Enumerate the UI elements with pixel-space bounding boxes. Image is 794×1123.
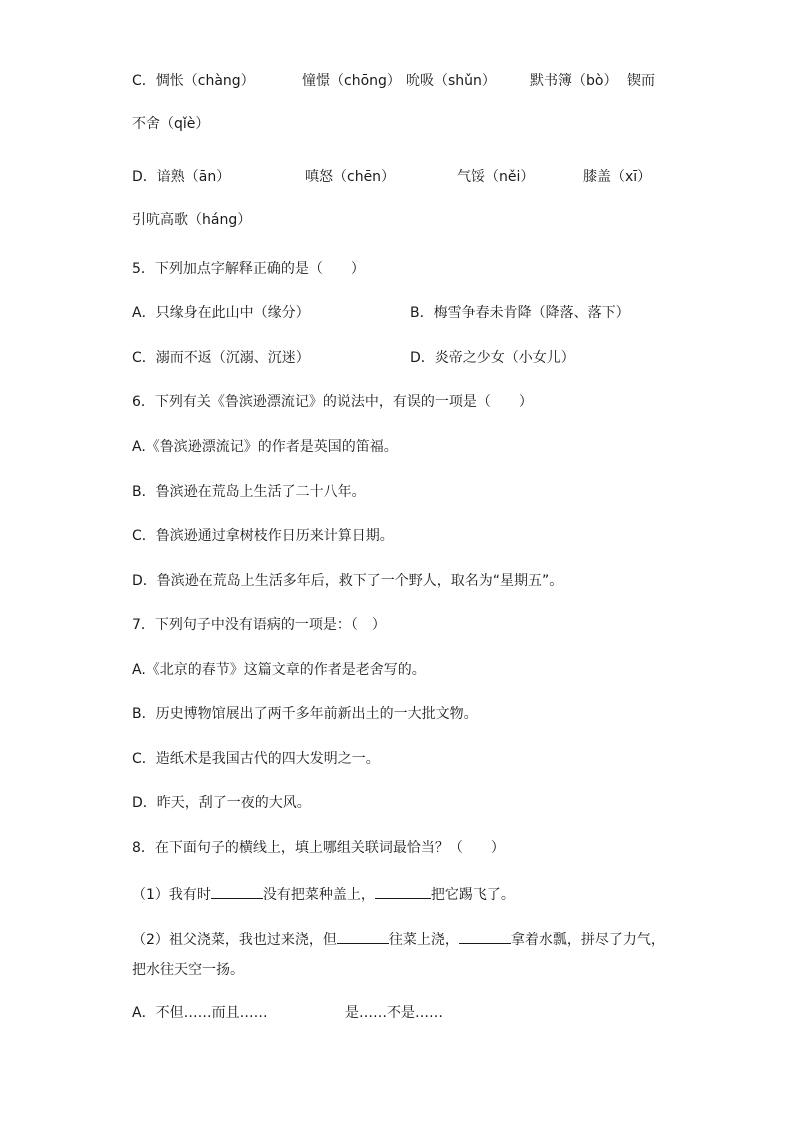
q6-option-d: D．鲁滨逊在荒岛上生活多年后，救下了一个野人，取名为“星期五”。 [132,573,564,589]
q4-option-c-word1: C．惆怅（chàng） [132,73,255,89]
q8-sentence-1 [132,884,515,904]
q8-s2-part1: （2）祖父浇菜，我也过来浇，但 [132,932,337,948]
q8-s2-part4: 把水往天空一扬。 [132,962,244,978]
q4-option-c-word5b: 不舍（qǐè） [132,116,210,132]
q5-option-d: D．炎帝之少女（小女儿） [410,350,575,366]
q7-option-b: B．历史博物馆展出了两千多年前新出土的一大批文物。 [132,706,478,722]
q4-option-d-word2: 嗔怒（chēn） [305,169,396,185]
q8-s2-part3: 拿着水瓢，拼尽了力气， [510,932,665,948]
q7-option-a: A.《北京的春节》这篇文章的作者是老舍写的。 [132,662,426,678]
q7-option-d: D．昨天，刮了一夜的大风。 [132,795,311,811]
q4-option-d-word4: 膝盖（xī） [583,169,652,185]
q4-option-c-word5a: 锲而 [627,73,655,89]
q7-stem: 7．下列句子中没有语病的一项是：（ ） [132,617,386,633]
fill-blank[interactable] [211,884,263,899]
q8-s1-part3: 把它踢飞了。 [430,887,515,903]
q6-stem: 6．下列有关《鲁滨逊漂流记》的说法中，有误的一项是（ ） [132,394,533,410]
q8-sentence-2 [132,929,665,949]
q4-option-c-word2: 憧憬（chōng） [302,73,401,89]
q6-option-a: A.《鲁滨逊漂流记》的作者是英国的笛福。 [132,439,398,455]
q4-option-c-word3: 吮吸（shǔn） [406,73,496,89]
fill-blank[interactable] [375,884,431,899]
q7-option-c: C．造纸术是我国古代的四大发明之一。 [132,751,380,767]
q5-option-a: A．只缘身在此山中（缘分） [132,305,310,321]
q4-option-d-word1: D．谙熟（ān） [132,169,231,185]
fill-blank[interactable] [337,929,389,944]
q6-option-c: C．鲁滨逊通过拿树枝作日历来计算日期。 [132,528,394,544]
q8-s1-part1: （1）我有时 [132,887,211,903]
q5-option-b: B．梅雪争春未肯降（降落、落下） [410,305,630,321]
q4-option-d-word5: 引吭高歌（háng） [132,212,252,228]
q8-option-a-label: A．不但……而且…… [132,1005,268,1021]
q8-stem: 8．在下面句子的横线上，填上哪组关联词最恰当？（ ） [132,840,505,856]
q4-option-c-word4: 默书簿（bò） [530,73,618,89]
q8-s2-part2: 往菜上浇， [388,932,459,948]
q5-stem: 5．下列加点字解释正确的是（ ） [132,261,365,277]
fill-blank[interactable] [459,929,511,944]
q8-option-a-alt: 是……不是…… [345,1005,443,1021]
q6-option-b: B．鲁滨逊在荒岛上生活了二十八年。 [132,484,366,500]
q4-option-d-word3: 气馁（něi） [457,169,535,185]
q8-s1-part2: 没有把菜种盖上， [262,887,375,903]
q5-option-c: C．溺而不返（沉溺、沉迷） [132,350,310,366]
